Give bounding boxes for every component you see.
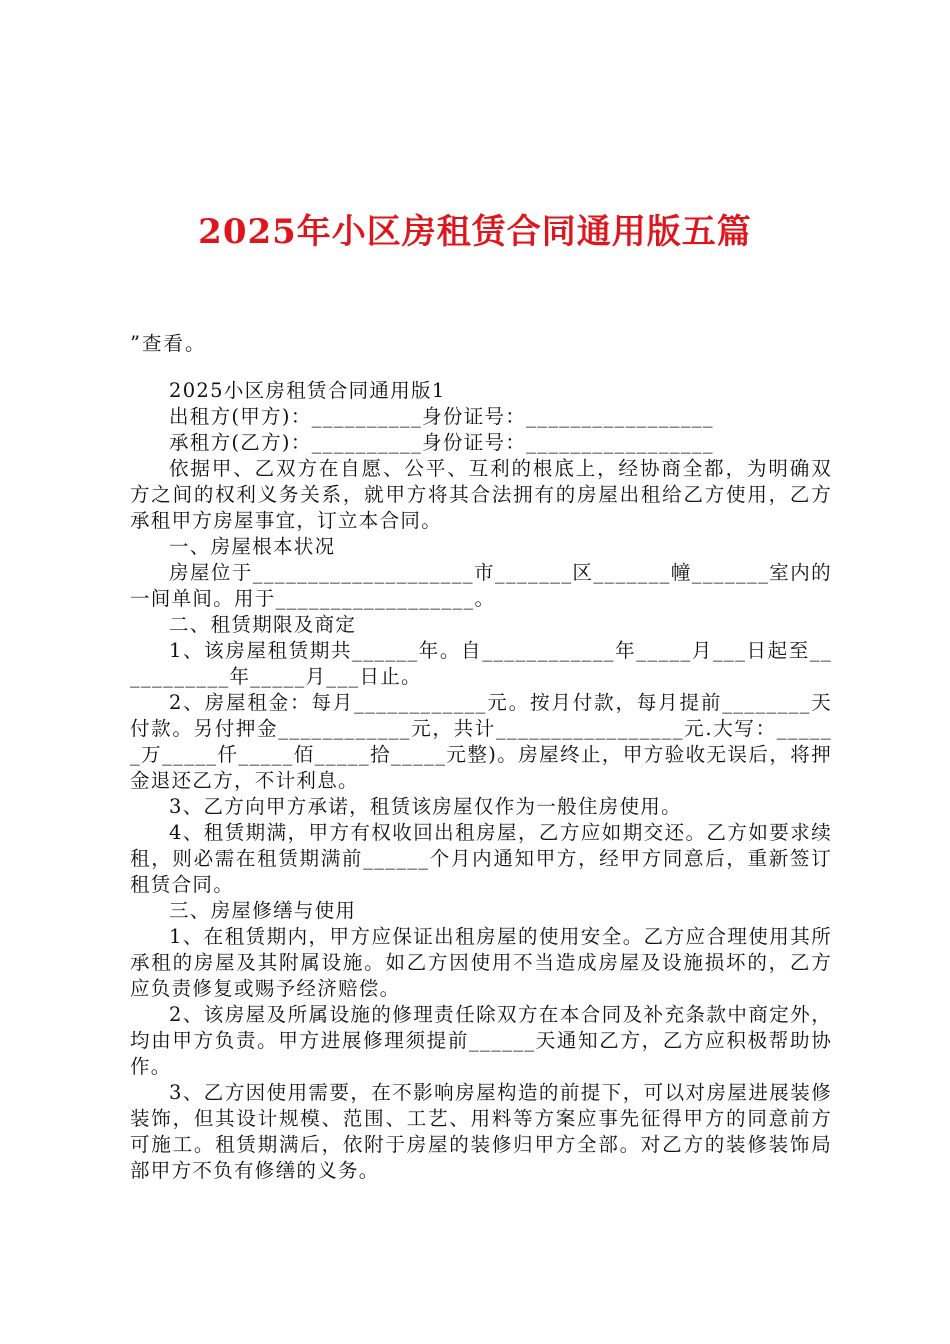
section-heading-3: 三、房屋修缮与使用 xyxy=(169,899,357,922)
document-title: 2025年小区房租赁合同通用版五篇 xyxy=(198,212,752,252)
section-heading-1: 一、房屋根本状况 xyxy=(169,535,336,558)
usage-paragraph: 3、乙方向甲方承诺，租赁该房屋仅作为一般住房使用。 xyxy=(169,795,682,818)
intro-line: ”查看。 xyxy=(130,332,207,355)
renewal-paragraph: 4、租赁期满，甲方有权收回出租房屋，乙方应如期交还。乙方如要求续租，则必需在租赁期满前______个月内通知甲方，经甲方同意后，重新签订租赁合同。 xyxy=(130,821,832,896)
rent-paragraph: 2、房屋租金：每月____________元。按月付款，每月提前________天付款。另付押金____________元，共计_________________元.大写：______万_____仟_____佰_____拾_____元整)。房屋终止，甲方验收无误后，将押金退还乙方，不计利息。 xyxy=(130,691,832,792)
document-body xyxy=(130,378,832,1184)
lessee-line: 承租方(乙方)：__________身份证号：_________________ xyxy=(169,431,714,454)
lessor-line: 出租方(甲方)：__________身份证号：_________________ xyxy=(169,405,714,428)
safety-paragraph: 1、在租赁期内，甲方应保证出租房屋的使用安全。乙方应合理使用其所承租的房屋及其附属设施。如乙方因使用不当造成房屋及设施损坏的，乙方应负责修复或赐予经济赔偿。 xyxy=(130,925,832,1000)
property-location-paragraph: 房屋位于____________________市_______区_______幢_______室内的一间单间。用于__________________。 xyxy=(130,561,832,610)
renovation-paragraph: 3、乙方因使用需要，在不影响房屋构造的前提下，可以对房屋进展装修装饰，但其设计规模、范围、工艺、用料等方案应事先征得甲方的同意前方可施工。租赁期满后，依附于房屋的装修归甲方全部。对乙方的装修装饰局部甲方不负有修缮的义务。 xyxy=(130,1081,832,1182)
lease-term-paragraph: 1、该房屋租赁期共______年。自____________年_____月___日起至___________年_____月___日止。 xyxy=(130,639,832,688)
repair-paragraph: 2、该房屋及所属设施的修理责任除双方在本合同及补充条款中商定外，均由甲方负责。甲方进展修理须提前______天通知乙方，乙方应积极帮助协作。 xyxy=(130,1003,832,1078)
preamble-paragraph: 依据甲、乙双方在自愿、公平、互利的根底上，经协商全都，为明确双方之间的权利义务关系，就甲方将其合法拥有的房屋出租给乙方使用，乙方承租甲方房屋事宜，订立本合同。 xyxy=(130,457,832,532)
contract-heading: 2025小区房租赁合同通用版1 xyxy=(169,379,446,402)
section-heading-2: 二、租赁期限及商定 xyxy=(169,613,357,636)
